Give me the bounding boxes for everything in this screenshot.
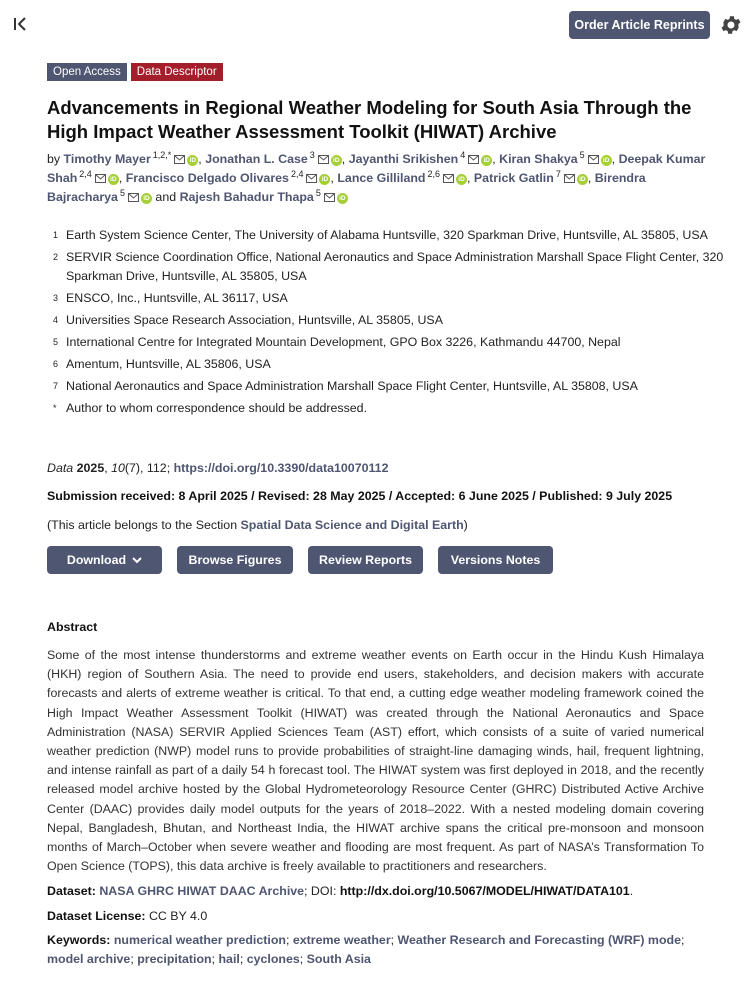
review-reports-button[interactable]: Review Reports (308, 546, 423, 574)
order-reprints-button[interactable]: Order Article Reprints (569, 11, 710, 39)
affiliation-number: 7 (53, 381, 59, 391)
license-line (47, 907, 712, 926)
affiliation-item (47, 399, 727, 418)
affiliation-text: Universities Space Research Association, Huntsville, AL 35805, USA (66, 313, 443, 327)
affiliation-text: International Centre for Integrated Mountain Development, GPO Box 3226, Kathmandu 44700, Nepal (66, 335, 621, 349)
author-list: by Timothy Mayer $^{1,2,*}$iD , Jonathan L. Case $^3$iD , Jayanthi Srikishen $^4$iD , Kiran Shakya $^5$iD , Deepak Kumar Shah $^{2,4}$iD , Francisco Delgado Olivares $^{2,4}$iD , Lance Gilliland $^{2,6}$iD , Patrick Gatlin $^7$iD , Birendra Bajracharya $^5$iD and Rajesh Bahadur Thapa $^5$iD (47, 149, 706, 204)
license-label: Dataset License: (47, 909, 146, 923)
keyword-link[interactable]: cyclones (246, 952, 300, 966)
license-value: CC BY 4.0 (148, 909, 208, 923)
author-name[interactable]: Rajesh Bahadur Thapa (179, 190, 314, 204)
top-bar (0, 0, 755, 50)
author-name[interactable]: Kiran Shakya (499, 152, 578, 166)
email-icon[interactable] (588, 155, 599, 164)
email-icon[interactable] (324, 193, 335, 202)
publication-dates: Submission received: 8 April 2025 / Revised: 28 May 2025 / Accepted: 6 June 2025 / Published: 9 July 2025 (47, 489, 673, 503)
journal-name: Data (47, 461, 74, 475)
keyword-link[interactable]: extreme weather (292, 933, 391, 947)
section-line (47, 518, 468, 532)
orcid-icon[interactable]: iD (456, 174, 467, 185)
orcid-icon[interactable]: iD (331, 155, 342, 166)
download-button[interactable] (47, 546, 162, 574)
author-affiliation-ref: 4 (460, 149, 466, 160)
dataset-line (47, 882, 712, 901)
keywords-line: Keywords: numerical weather prediction; extreme weather; Weather Research and Forecasting (WRF) mode; model archive; precipitation; hail; cyclones; South Asia (47, 933, 685, 966)
email-icon[interactable] (468, 155, 479, 164)
dataset-label: Dataset: (47, 884, 96, 898)
keyword-link[interactable]: precipitation (137, 952, 212, 966)
article-badges (47, 63, 223, 81)
keyword-link[interactable]: Weather Research and Forecasting (WRF) mode (397, 933, 681, 947)
author-affiliation-ref: 5 (119, 187, 125, 198)
affiliation-number: 6 (53, 359, 59, 369)
keywords-label: Keywords: (47, 933, 111, 947)
affiliation-text: ENSCO, Inc., Huntsville, AL 36117, USA (66, 291, 288, 305)
author-name[interactable]: Lance Gilliland (337, 171, 426, 185)
dataset-end: . (629, 884, 634, 898)
affiliation-number: 5 (53, 337, 59, 347)
author-affiliation-ref: 2,4 (290, 168, 304, 179)
by-label: by (47, 152, 61, 166)
orcid-icon[interactable]: iD (108, 174, 119, 185)
affiliation-item (47, 355, 727, 374)
affiliation-number: 1 (53, 230, 59, 240)
author-affiliation-ref: 2,6 (427, 168, 441, 179)
orcid-icon[interactable]: iD (577, 174, 588, 185)
author-affiliation-ref: 7 (555, 168, 561, 179)
orcid-icon[interactable]: iD (337, 193, 348, 204)
doi-link[interactable]: https://doi.org/10.3390/data10070112 (173, 461, 389, 475)
author-affiliation-ref: 1,2,* (152, 149, 172, 160)
open-access-badge: Open Access (47, 63, 127, 81)
section-suffix: ) (463, 518, 468, 532)
chevron-down-icon (132, 556, 142, 564)
keyword-link[interactable]: model archive (47, 952, 131, 966)
dataset-doi-label: ; DOI: (304, 884, 337, 898)
affiliation-item (47, 248, 727, 286)
dataset-link[interactable]: NASA GHRC HIWAT DAAC Archive (99, 884, 305, 898)
download-label: Download (66, 553, 127, 567)
affiliation-number: 3 (53, 293, 59, 303)
author-affiliation-ref: 5 (579, 149, 585, 160)
section-link[interactable]: Spatial Data Science and Digital Earth (240, 518, 464, 532)
article-type-badge: Data Descriptor (131, 63, 223, 81)
email-icon[interactable] (306, 174, 317, 183)
collapse-left-icon[interactable] (11, 14, 31, 34)
affiliation-item (47, 377, 727, 396)
affiliation-number: 2 (53, 252, 59, 262)
affiliation-number: 4 (53, 315, 59, 325)
browse-figures-button[interactable]: Browse Figures (177, 546, 293, 574)
orcid-icon[interactable]: iD (319, 174, 330, 185)
versions-notes-button[interactable]: Versions Notes (438, 546, 553, 574)
affiliation-text: SERVIR Science Coordination Office, National Aeronautics and Space Administration Marshall Space Flight Center, 320 Sparkman Drive, Huntsville, AL 35805, USA (66, 250, 724, 283)
affiliation-text: National Aeronautics and Space Administration Marshall Space Flight Center, Huntsville, AL 35808, USA (66, 379, 638, 393)
article-actions (47, 546, 553, 574)
author-name[interactable]: Jonathan L. Case (205, 152, 308, 166)
keyword-link[interactable]: hail (218, 952, 240, 966)
author-name[interactable]: Birendra Bajracharya (47, 171, 646, 204)
affiliation-number: * (53, 403, 57, 413)
email-icon[interactable] (95, 174, 106, 183)
orcid-icon[interactable]: iD (601, 155, 612, 166)
author-affiliation-ref: 2,4 (79, 168, 92, 179)
author-affiliation-ref: 5 (315, 187, 321, 198)
affiliation-text: Earth System Science Center, The University of Alabama Huntsville, 320 Sparkman Drive, Huntsville, AL 35805, USA (66, 228, 708, 242)
keyword-link[interactable]: South Asia (306, 952, 371, 966)
orcid-icon[interactable]: iD (141, 193, 152, 204)
affiliation-item (47, 289, 727, 308)
affiliation-text: Author to whom correspondence should be addressed. (66, 401, 368, 415)
citation-issue: (7), 112; (124, 461, 171, 475)
abstract-text: Some of the most intense thunderstorms and extreme weather events on Earth occur in the Hindu Kush Himalaya (HKH) region of Southern Asia. The need to provide end users, stakeholders, and decision makers with accurate forecasts and alerts of extreme weather is critical. To that end, a cutting edge weather modeling framework coined the High Impact Weather Assessment Toolkit (HIWAT) was created through the National Aeronautics and Space Administration (NASA) SERVIR Applied Sciences Team (AST) effort, which consists of a suite of varied numerical weather prediction (NWP) model runs to provide probabilities of straight-line damaging winds, hail, frequent lightning, and intense rainfall as part of a daily 54 h forecast tool. The HIWAT system was first deployed in 2018, and the recently released model archive hosted by the Global Hydrometeorology Resource Center (GHRC) Distributed Active Archive Center (DAAC) provides daily model outputs for the years of 2018–2022. With a nested modeling domain covering Nepal, Bangladesh, Bhutan, and Northeast India, the HIWAT archive spans the critical pre-monsoon and monsoon months of March–October when severe weather and flooding are most frequent. As part of NASA’s Transformation To Open Science (TOPS), this data archive is freely available to practitioners and researchers. (47, 648, 704, 874)
email-icon[interactable] (443, 174, 454, 183)
article-title: Advancements in Regional Weather Modeling for South Asia Through the High Impact Weather Assessment Toolkit (HIWAT) Archive (47, 97, 692, 142)
orcid-icon[interactable]: iD (481, 155, 492, 166)
author-name[interactable]: Francisco Delgado Olivares (125, 171, 289, 185)
affiliation-item (47, 333, 727, 352)
email-icon[interactable] (174, 155, 185, 164)
author-name[interactable]: Deepak Kumar Shah (47, 152, 706, 185)
citation-volume: 10 (111, 461, 125, 475)
keyword-link[interactable]: numerical weather prediction (113, 933, 286, 947)
section-prefix: (This article belongs to the Section (47, 518, 238, 532)
email-icon[interactable] (128, 193, 139, 202)
affiliation-text: Amentum, Huntsville, AL 35806, USA (66, 357, 271, 371)
author-name[interactable]: Timothy Mayer (63, 152, 151, 166)
citation-line: Data 2025, 10(7), 112; https://doi.org/10.3390/data10070112 (47, 461, 389, 475)
author-name[interactable]: Jayanthi Srikishen (348, 152, 459, 166)
citation-year: 2025 (76, 461, 105, 475)
gear-icon[interactable] (719, 13, 743, 37)
dataset-doi-link[interactable]: http://dx.doi.org/10.5067/MODEL/HIWAT/DATA101 (339, 884, 630, 898)
email-icon[interactable] (318, 155, 329, 164)
orcid-icon[interactable]: iD (187, 155, 198, 166)
affiliation-item (47, 226, 727, 245)
author-affiliation-ref: 3 (309, 149, 315, 160)
and-label: and (155, 190, 177, 204)
affiliation-list (47, 226, 727, 421)
author-name[interactable]: Patrick Gatlin (473, 171, 554, 185)
abstract-heading: Abstract (47, 620, 98, 634)
email-icon[interactable] (564, 174, 575, 183)
affiliation-item (47, 311, 727, 330)
